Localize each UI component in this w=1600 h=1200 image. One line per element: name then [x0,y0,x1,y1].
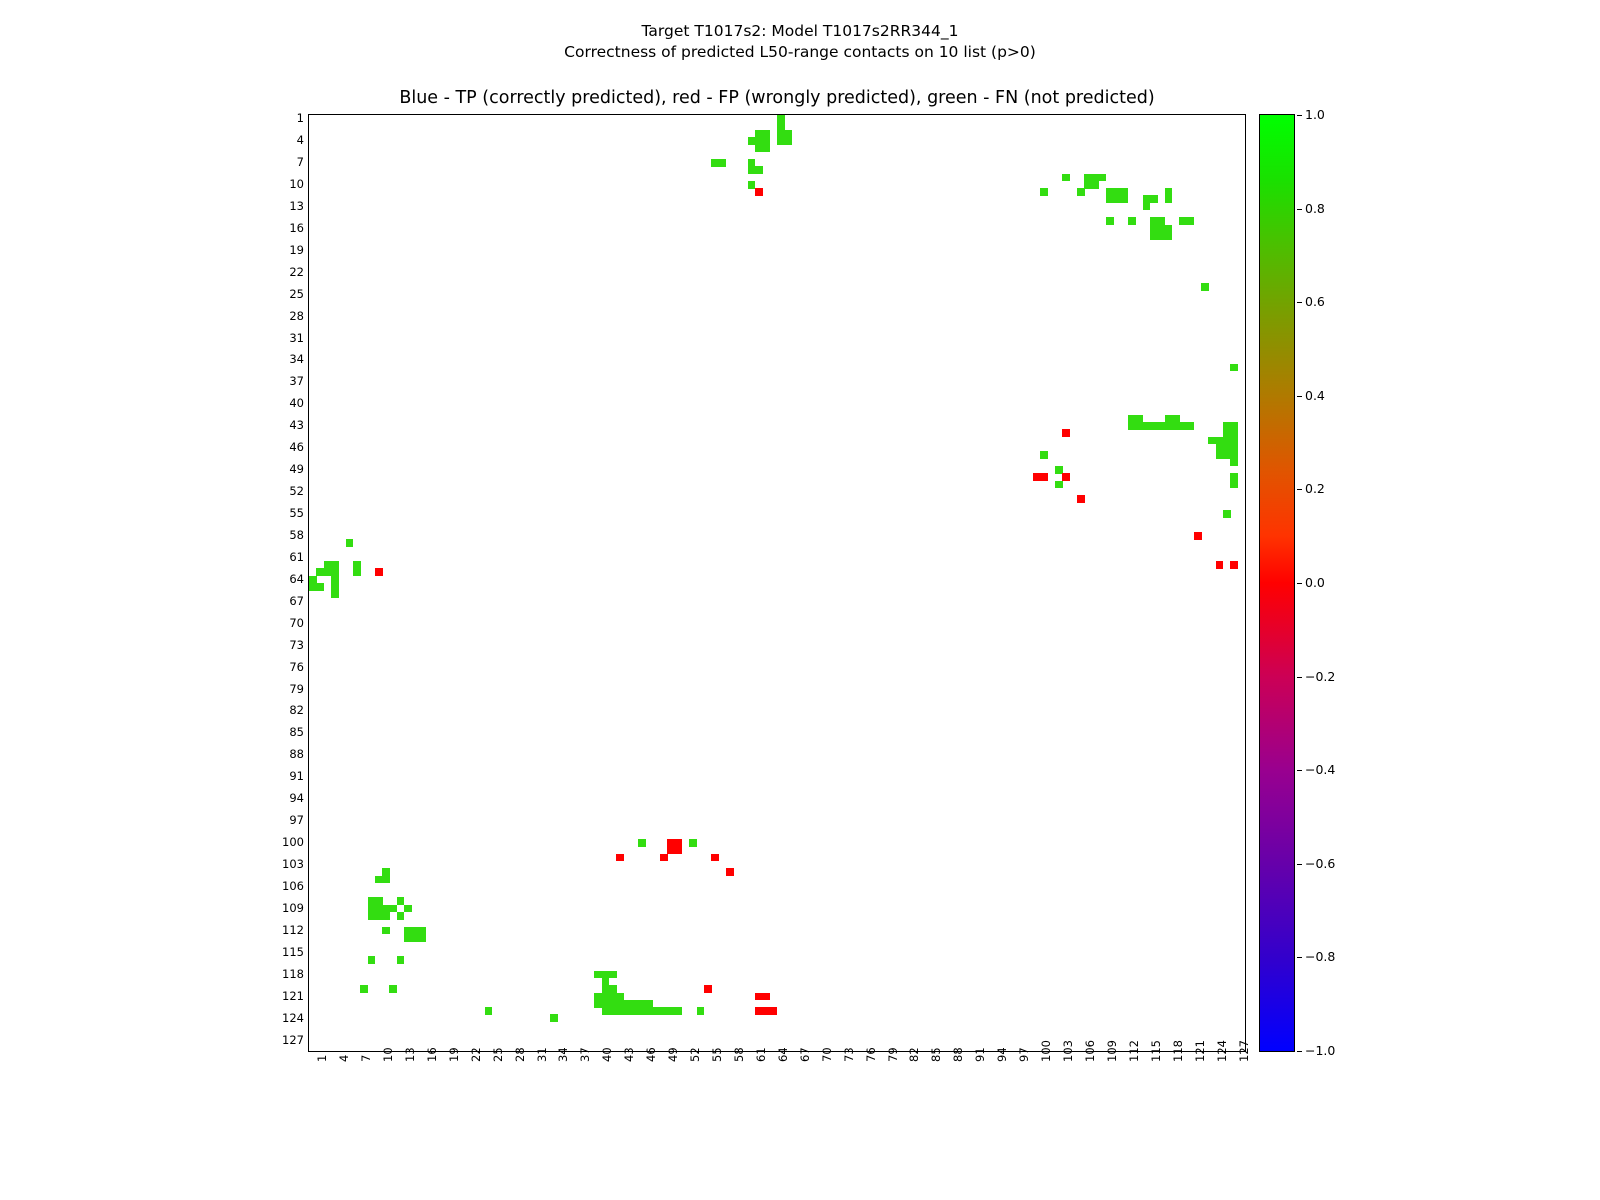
y-tick-label: 13 [289,198,304,213]
heatmap-cell [397,912,405,920]
heatmap-cell [1099,174,1107,182]
heatmap-cell [1121,195,1129,203]
x-tick-label: 40 [600,1047,615,1062]
x-tick-label: 46 [644,1047,659,1062]
heatmap-cell [1230,561,1238,569]
heatmap-cell [346,539,354,547]
y-tick-label: 70 [289,615,304,630]
heatmap-cell [726,868,734,876]
x-tick-label: 13 [402,1047,417,1062]
heatmap-cell [1128,217,1136,225]
x-tick-label: 109 [1104,1040,1119,1062]
heatmap-cell [770,1007,778,1015]
y-tick-label: 79 [289,681,304,696]
colorbar-gradient [1259,114,1295,1052]
x-tick-label: 88 [951,1047,966,1062]
y-tick-label: 40 [289,396,304,411]
heatmap-cell [1165,232,1173,240]
heatmap-cell [1187,217,1195,225]
colorbar-tick-mark [1297,209,1302,210]
heatmap-cell [331,590,339,598]
heatmap-cell [1040,451,1048,459]
heatmap-cell [616,854,624,862]
heatmap-cell [762,144,770,152]
heatmap-cell [1091,181,1099,189]
heatmap-cell [1201,283,1209,291]
x-tick-label: 67 [797,1047,812,1062]
colorbar-tick-mark [1297,302,1302,303]
x-tick-label: 4 [337,1054,352,1062]
y-tick-label: 31 [289,330,304,345]
heatmap-cells [309,115,1245,1051]
x-tick-label: 85 [929,1047,944,1062]
heatmap-cell [1062,174,1070,182]
y-axis-tick-labels [258,111,304,1052]
y-tick-label: 76 [289,659,304,674]
heatmap-cell [762,993,770,1001]
heatmap-cell [316,583,324,591]
y-tick-label: 10 [289,176,304,191]
x-tick-label: 97 [1017,1047,1032,1062]
y-tick-label: 58 [289,527,304,542]
y-tick-label: 115 [282,944,304,959]
heatmap-cell [1077,495,1085,503]
heatmap-cell [704,985,712,993]
colorbar-tick-mark [1297,1051,1302,1052]
y-tick-label: 34 [289,352,304,367]
y-tick-label: 46 [289,440,304,455]
x-tick-label: 10 [380,1047,395,1062]
colorbar-tick-mark [1297,864,1302,865]
y-tick-label: 52 [289,484,304,499]
y-tick-label: 118 [282,966,304,981]
heatmap-cell [1062,473,1070,481]
colorbar-tick-mark [1297,770,1302,771]
heatmap-cell [1062,429,1070,437]
heatmap-cell [382,876,390,884]
y-tick-label: 124 [282,1010,304,1025]
y-tick-label: 49 [289,462,304,477]
axes-title-legend: Blue - TP (correctly predicted), red - FP (wrongly predicted), green - FN (not predicted) [399,88,1155,108]
x-tick-label: 112 [1126,1040,1141,1062]
heatmap-cell [382,912,390,920]
y-tick-label: 82 [289,703,304,718]
x-tick-label: 58 [731,1047,746,1062]
heatmap-cell [675,1007,683,1015]
x-tick-label: 55 [710,1047,725,1062]
x-tick-label: 52 [688,1047,703,1062]
heatmap-cell [784,137,792,145]
colorbar-tick-label: 1.0 [1305,107,1325,122]
y-tick-label: 91 [289,769,304,784]
y-tick-label: 16 [289,220,304,235]
x-tick-label: 106 [1082,1040,1097,1062]
heatmap-cell [353,568,361,576]
y-tick-label: 1 [296,111,304,126]
y-tick-label: 67 [289,593,304,608]
heatmap-cell [1106,217,1114,225]
contact-map-plot-area [308,114,1246,1052]
colorbar-tick-label: 0.0 [1305,575,1325,590]
heatmap-cell [1230,481,1238,489]
heatmap-cell [1143,203,1151,211]
y-tick-label: 85 [289,725,304,740]
x-tick-label: 100 [1039,1040,1054,1062]
y-tick-label: 127 [282,1032,304,1047]
x-tick-label: 121 [1192,1040,1207,1062]
y-tick-label: 4 [296,133,304,148]
y-tick-label: 88 [289,747,304,762]
x-tick-label: 115 [1148,1040,1163,1062]
heatmap-cell [675,846,683,854]
x-tick-label: 124 [1214,1040,1229,1062]
x-tick-label: 31 [534,1047,549,1062]
colorbar-tick-labels [1297,107,1357,1058]
heatmap-cell [360,985,368,993]
heatmap-cell [755,188,763,196]
heatmap-cell [697,1007,705,1015]
x-tick-label: 64 [775,1047,790,1062]
heatmap-cell [389,985,397,993]
y-tick-label: 100 [282,835,304,850]
heatmap-cell [1077,188,1085,196]
heatmap-cell [419,934,427,942]
y-tick-label: 61 [289,549,304,564]
y-tick-label: 112 [282,922,304,937]
heatmap-cell [660,854,668,862]
x-tick-label: 76 [863,1047,878,1062]
colorbar-tick-label: −1.0 [1305,1043,1336,1058]
colorbar-tick-mark [1297,677,1302,678]
heatmap-cell [1216,561,1224,569]
x-tick-label: 103 [1061,1040,1076,1062]
heatmap-cell [689,839,697,847]
heatmap-cell [1150,195,1158,203]
colorbar-tick-label: 0.4 [1305,387,1325,403]
x-tick-label: 7 [359,1054,374,1062]
colorbar-tick-label: 0.2 [1305,481,1325,497]
y-tick-label: 64 [289,571,304,586]
x-tick-label: 79 [885,1047,900,1062]
heatmap-cell [1230,364,1238,372]
y-tick-label: 28 [289,308,304,323]
y-tick-label: 73 [289,637,304,652]
x-tick-label: 73 [841,1047,856,1062]
heatmap-cell [638,839,646,847]
x-tick-label: 43 [622,1047,637,1062]
heatmap-cell [755,166,763,174]
heatmap-cell [1230,459,1238,467]
x-tick-label: 22 [468,1047,483,1062]
x-axis-tick-labels [308,1040,1251,1116]
colorbar-tick-mark [1297,583,1302,584]
x-tick-label: 34 [556,1047,571,1062]
heatmap-cell [375,568,383,576]
x-tick-label: 25 [490,1047,505,1062]
y-tick-label: 103 [282,857,304,872]
y-tick-label: 94 [289,791,304,806]
figure-title-line2: Correctness of predicted L50-range contacts on 10 list (p>0) [564,43,1036,61]
x-tick-label: 49 [666,1047,681,1062]
y-tick-label: 19 [289,242,304,257]
heatmap-cell [609,971,617,979]
heatmap-cell [1165,195,1173,203]
colorbar-tick-label: −0.2 [1305,668,1336,684]
y-tick-label: 43 [289,418,304,433]
colorbar-tick-mark [1297,396,1302,397]
y-tick-label: 37 [289,374,304,389]
y-tick-label: 55 [289,506,304,521]
colorbar-tick-label: −0.8 [1305,949,1336,965]
y-tick-label: 22 [289,264,304,279]
x-tick-label: 28 [512,1047,527,1062]
heatmap-cell [719,159,727,167]
figure-title-line1: Target T1017s2: Model T1017s2RR344_1 [641,22,959,40]
y-tick-label: 106 [282,878,304,893]
x-tick-label: 37 [578,1047,593,1062]
y-tick-label: 109 [282,900,304,915]
y-tick-label: 25 [289,286,304,301]
colorbar-tick-label: 0.8 [1305,200,1325,216]
colorbar-tick-mark [1297,115,1302,116]
x-tick-label: 82 [907,1047,922,1062]
x-tick-label: 91 [973,1047,988,1062]
heatmap-cell [711,854,719,862]
x-tick-label: 127 [1236,1040,1251,1062]
colorbar-tick-label: 0.6 [1305,294,1325,310]
y-tick-label: 7 [296,155,304,170]
heatmap-cell [397,956,405,964]
x-tick-label: 70 [819,1047,834,1062]
heatmap-cell [1187,422,1195,430]
x-tick-label: 1 [315,1054,330,1062]
colorbar-tick-label: −0.4 [1305,762,1336,778]
x-tick-label: 19 [446,1047,461,1062]
heatmap-cell [368,956,376,964]
heatmap-cell [485,1007,493,1015]
heatmap-cell [1194,532,1202,540]
x-tick-label: 16 [424,1047,439,1062]
x-tick-label: 61 [753,1047,768,1062]
heatmap-cell [550,1014,558,1022]
colorbar-tick-mark [1297,957,1302,958]
x-tick-label: 94 [995,1047,1010,1062]
colorbar-tick-label: −0.6 [1305,855,1336,871]
heatmap-cell [1040,188,1048,196]
heatmap-cell [1223,510,1231,518]
y-tick-label: 121 [282,988,304,1003]
heatmap-cell [404,905,412,913]
colorbar-tick-mark [1297,489,1302,490]
y-tick-label: 97 [289,813,304,828]
heatmap-cell [1055,481,1063,489]
x-tick-label: 118 [1170,1040,1185,1062]
heatmap-cell [1040,473,1048,481]
heatmap-cell [382,927,390,935]
